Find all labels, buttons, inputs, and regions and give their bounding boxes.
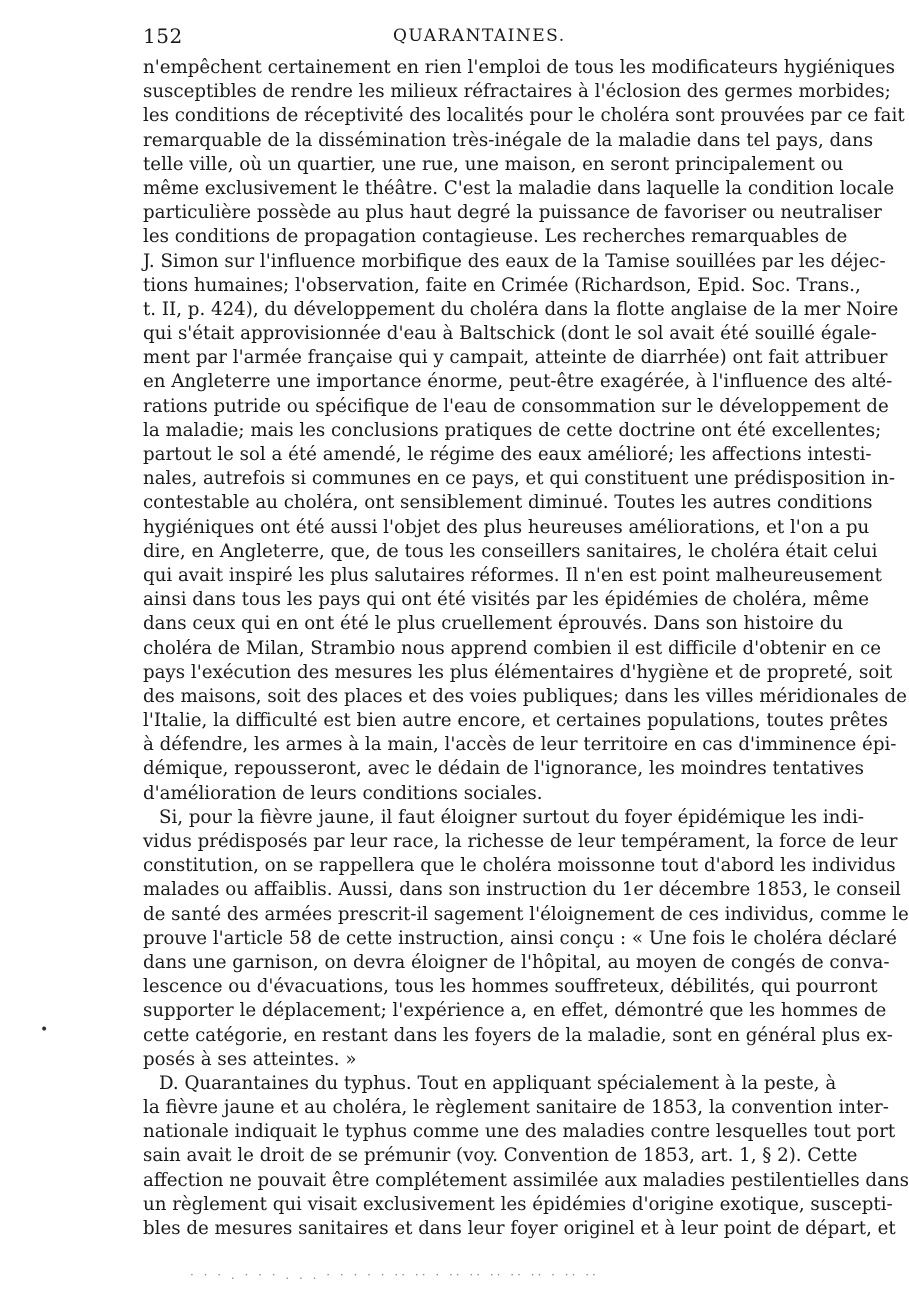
text-line: de santé des armées prescrit-il sagement l'éloignement de ces individus, comme le — [143, 903, 909, 925]
text-line: des maisons, soit des places et des voies publiques; dans les villes méridionales de — [143, 685, 907, 707]
text-line: la fièvre jaune et au choléra, le règlement sanitaire de 1853, la convention inter- — [143, 1097, 889, 1119]
text-line: nationale indiquait le typhus comme une des maladies contre lesquelles tout port — [143, 1121, 896, 1143]
text-line: tions humaines; l'observation, faite en Crimée (Richardson, Epid. Soc. Trans., — [143, 274, 861, 296]
text-line: supporter le déplacement; l'expérience a, en effet, démontré que les hommes de — [143, 1000, 887, 1022]
text-line: qui s'était approvisionnée d'eau à Baltschick (dont le sol avait été souillé égale- — [143, 323, 877, 345]
text-line: sain avait le droit de se prémunir (voy. Convention de 1853, art. 1, § 2). Cette — [143, 1145, 858, 1167]
text-line: posés à ses atteintes. » — [143, 1048, 357, 1070]
text-line: nales, autrefois si communes en ce pays, et qui constituent une prédisposition in- — [143, 468, 896, 490]
text-line: un règlement qui visait exclusivement les épidémies d'origine exotique, suscepti- — [143, 1193, 893, 1215]
text-line: vidus prédisposés par leur race, la richesse de leur tempérament, la force de leur — [143, 831, 898, 852]
text-line: d'amélioration de leurs conditions sociales. — [143, 782, 543, 804]
text-line: choléra de Milan, Strambio nous apprend combien il est difficile d'obtenir en ce — [143, 637, 882, 659]
text-line: hygiéniques ont été aussi l'objet des plus heureuses améliorations, et l'on a pu — [143, 516, 870, 538]
text-line: les conditions de propagation contagieuse. Les recherches remarquables de — [143, 226, 848, 248]
text-line: malades ou affaiblis. Aussi, dans son instruction du 1er décembre 1853, le conseil — [143, 879, 901, 901]
footer-marks: · · · . · · · . . . · · · · · ·· ·· · ·· ·· ·· ·· ·· · ·· ·· — [190, 1268, 599, 1282]
text-line: prouve l'article 58 de cette instruction, ainsi conçu : « Une fois le choléra déclaré — [143, 927, 897, 949]
text-line: la maladie; mais les conclusions pratiques de cette doctrine ont été excellentes; — [143, 419, 882, 441]
text-line: D. Quarantaines du typhus. Tout en appliquant spécialement à la peste, à — [159, 1072, 837, 1094]
text-line: dans ceux qui en ont été le plus cruellement éprouvés. Dans son histoire du — [143, 613, 844, 635]
text-line: affection ne pouvait être complétement assimilée aux maladies pestilentielles dans — [143, 1169, 909, 1191]
running-title: QUARANTAINES. — [393, 26, 566, 46]
text-line: contestable au choléra, ont sensiblement diminué. Toutes les autres conditions — [143, 492, 873, 514]
text-line: remarquable de la dissémination très-inégale de la maladie dans tel pays, dans — [143, 129, 874, 151]
text-line: cette catégorie, en restant dans les foyers de la maladie, sont en général plus ex- — [143, 1024, 893, 1046]
text-line: J. Simon sur l'influence morbifique des eaux de la Tamise souillées par les déjec- — [143, 250, 886, 272]
text-line: n'empêchent certainement en rien l'emploi de tous les modificateurs hygiéniques — [143, 57, 895, 78]
text-line: partout le sol a été amendé, le régime des eaux amélioré; les affections intesti- — [143, 444, 872, 465]
text-line: susceptibles de rendre les milieux réfractaires à l'éclosion des germes morbides; — [143, 81, 891, 103]
text-line: ainsi dans tous les pays qui ont été visités par les épidémies de choléra, même — [143, 589, 869, 611]
text-line: les conditions de réceptivité des localités pour le choléra sont prouvées par ce fait — [143, 105, 905, 127]
text-line: particulière possède au plus haut degré la puissance de favoriser ou neutraliser — [143, 202, 882, 224]
text-line: à défendre, les armes à la main, l'accès de leur territoire en cas d'imminence épi- — [143, 734, 897, 756]
text-line: lescence ou d'évacuations, tous les hommes souffreteux, débilités, qui pourront — [143, 976, 878, 998]
text-line: dire, en Angleterre, que, de tous les conseillers sanitaires, le choléra était celui — [143, 540, 878, 562]
margin-mark: • — [40, 1022, 49, 1038]
text-line: t. II, p. 424), du développement du choléra dans la flotte anglaise de la mer Noire — [143, 298, 899, 320]
text-line: en Angleterre une importance énorme, peut-être exagérée, à l'influence des alté- — [143, 371, 893, 393]
text-line: l'Italie, la difficulté est bien autre encore, et certaines populations, toutes prêtes — [143, 710, 888, 732]
text-line: pays l'exécution des mesures les plus élémentaires d'hygiène et de propreté, soit — [143, 661, 893, 683]
text-line: rations putride ou spécifique de l'eau de consommation sur le développement de — [143, 395, 889, 417]
text-line: ment par l'armée française qui y campait, atteinte de diarrhée) ont fait attribuer — [143, 347, 888, 369]
text-line: telle ville, où un quartier, une rue, une maison, en seront principalement ou — [143, 153, 844, 175]
text-line: dans une garnison, on devra éloigner de l'hôpital, au moyen de congés de conva- — [143, 951, 890, 973]
body-text — [143, 56, 909, 1241]
text-line: démique, repousseront, avec le dédain de l'ignorance, les moindres tentatives — [143, 758, 864, 780]
page-header — [143, 24, 768, 54]
text-line: bles de mesures sanitaires et dans leur foyer originel et à leur point de départ, et — [143, 1218, 896, 1239]
text-line: Si, pour la fièvre jaune, il faut éloigner surtout du foyer épidémique les indi- — [159, 806, 864, 828]
text-line: constitution, on se rappellera que le choléra moissonne tout d'abord les individus — [143, 855, 896, 877]
text-line: qui avait inspiré les plus salutaires réformes. Il n'en est point malheureusement — [143, 564, 882, 586]
text-line: même exclusivement le théâtre. C'est la maladie dans laquelle la condition locale — [143, 177, 895, 199]
page-number: 152 — [143, 24, 183, 48]
